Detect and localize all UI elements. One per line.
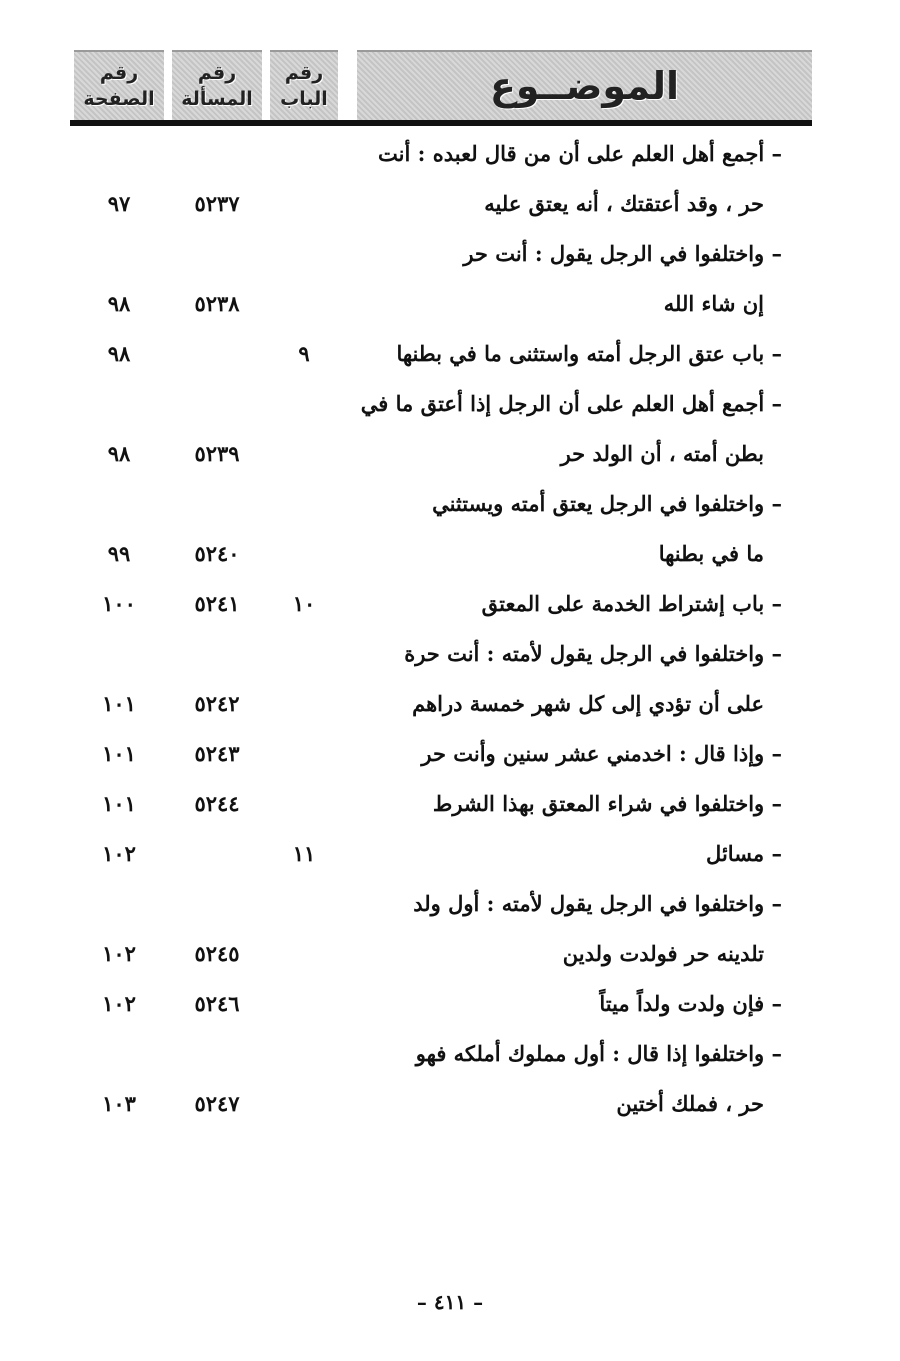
row-page-number: ١٠٢ xyxy=(102,991,136,1016)
row-masala-number: ٥٢٤٧ xyxy=(194,1091,240,1116)
row-page-number: ٩٨ xyxy=(107,341,131,366)
row-topic: على أن تؤدي إلى كل شهر خمسة دراهم xyxy=(412,691,764,716)
header-bab-line2: الباب xyxy=(280,88,328,110)
index-row xyxy=(0,334,900,374)
row-topic: تلدينه حر فولدت ولدين xyxy=(562,941,764,966)
row-page-number: ٩٨ xyxy=(107,441,131,466)
index-row xyxy=(0,884,900,924)
row-masala-number: ٥٢٣٧ xyxy=(194,191,240,216)
row-topic: – واختلفوا في الرجل يعتق أمته ويستثني xyxy=(432,491,782,516)
row-page-number: ٩٧ xyxy=(107,191,131,216)
index-row xyxy=(0,984,900,1024)
row-topic: – فإن ولدت ولداً ميتاً xyxy=(599,991,782,1016)
row-topic: إن شاء الله xyxy=(663,291,764,316)
row-topic: – واختلفوا إذا قال : أول مملوك أملكه فهو xyxy=(415,1041,782,1066)
index-row xyxy=(0,184,900,224)
header-safha-line2: الصفحة xyxy=(83,88,155,110)
index-row xyxy=(0,1084,900,1124)
row-topic: – باب إشتراط الخدمة على المعتق xyxy=(481,591,782,616)
row-topic: – وإذا قال : اخدمني عشر سنين وأنت حر xyxy=(421,741,782,766)
index-row xyxy=(0,584,900,624)
header-masala-line1: رقم xyxy=(197,62,237,84)
index-row xyxy=(0,534,900,574)
index-row xyxy=(0,734,900,774)
row-page-number: ١٠٢ xyxy=(102,941,136,966)
row-bab-number: ١١ xyxy=(292,841,316,866)
row-masala-number: ٥٢٤٣ xyxy=(194,741,240,766)
index-row xyxy=(0,684,900,724)
row-topic: – واختلفوا في الرجل يقول لأمته : أنت حرة xyxy=(404,641,782,666)
row-page-number: ١٠١ xyxy=(102,691,136,716)
row-bab-number: ٩ xyxy=(298,341,310,366)
index-row xyxy=(0,484,900,524)
row-topic: – واختلفوا في شراء المعتق بهذا الشرط xyxy=(432,791,782,816)
header-bab-line1: رقم xyxy=(284,62,324,84)
header-topic-label: الموضــوع xyxy=(489,64,680,108)
row-page-number: ١٠٠ xyxy=(102,591,136,616)
index-row xyxy=(0,634,900,674)
row-page-number: ١٠١ xyxy=(102,741,136,766)
row-topic: – واختلفوا في الرجل يقول لأمته : أول ولد xyxy=(413,891,782,916)
row-masala-number: ٥٢٤٤ xyxy=(194,791,240,816)
header-bab-column xyxy=(270,50,338,120)
row-masala-number: ٥٢٣٨ xyxy=(194,291,240,316)
row-masala-number: ٥٢٤٠ xyxy=(194,541,240,566)
index-row xyxy=(0,934,900,974)
row-topic: حر ، وقد أعتقتك ، أنه يعتق عليه xyxy=(484,191,764,216)
header-safha-column xyxy=(74,50,164,120)
row-topic: – واختلفوا في الرجل يقول : أنت حر xyxy=(463,241,782,266)
index-row xyxy=(0,384,900,424)
header-rule xyxy=(70,120,812,126)
row-topic: – أجمع أهل العلم على أن الرجل إذا أعتق ما في xyxy=(360,391,782,416)
row-topic: حر ، فملك أختين xyxy=(616,1091,764,1116)
row-topic: – باب عتق الرجل أمته واستثنى ما في بطنها xyxy=(396,341,782,366)
index-row xyxy=(0,834,900,874)
header-masala-column xyxy=(172,50,262,120)
row-page-number: ٩٨ xyxy=(107,291,131,316)
row-masala-number: ٥٢٤١ xyxy=(194,591,240,616)
row-masala-number: ٥٢٤٦ xyxy=(194,991,240,1016)
index-row xyxy=(0,784,900,824)
row-topic: بطن أمته ، أن الولد حر xyxy=(560,441,764,466)
row-topic: – أجمع أهل العلم على أن من قال لعبده : أنت xyxy=(378,141,782,166)
row-topic: ما في بطنها xyxy=(658,541,764,566)
row-masala-number: ٥٢٤٥ xyxy=(194,941,240,966)
header-safha-line1: رقم xyxy=(99,62,139,84)
row-page-number: ١٠١ xyxy=(102,791,136,816)
header-topic xyxy=(357,50,812,120)
page-number: – ٤١١ – xyxy=(416,1290,484,1314)
index-row xyxy=(0,434,900,474)
header-masala-line2: المسألة xyxy=(181,88,253,110)
row-page-number: ١٠٣ xyxy=(102,1091,136,1116)
index-row xyxy=(0,134,900,174)
index-row xyxy=(0,1034,900,1074)
row-topic: – مسائل xyxy=(706,841,782,866)
row-masala-number: ٥٢٣٩ xyxy=(194,441,240,466)
row-page-number: ١٠٢ xyxy=(102,841,136,866)
index-row xyxy=(0,234,900,274)
index-row xyxy=(0,284,900,324)
row-bab-number: ١٠ xyxy=(292,591,316,616)
row-masala-number: ٥٢٤٢ xyxy=(194,691,240,716)
row-page-number: ٩٩ xyxy=(107,541,131,566)
